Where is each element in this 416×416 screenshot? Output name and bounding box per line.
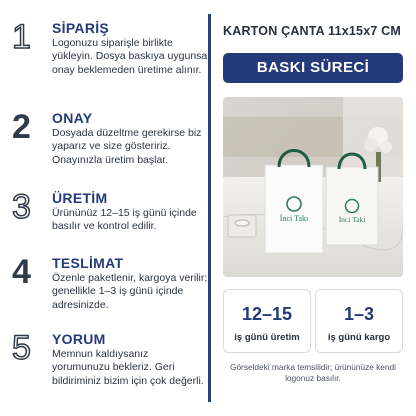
step-text: Ürününüz 12–15 iş günü içinde basılır ve kontrol edilir. [52, 207, 197, 233]
step-text: Özenle paketlenir, kargoya verilir; genellikle 1–3 iş günü içinde adresinizde. [52, 272, 208, 311]
step-text: Logonuzu siparişle birlikte yükleyin. Dosya baskıya uygunsa onay beklemeden üretime alınır. [52, 37, 208, 76]
step-title: TESLİMAT [52, 255, 124, 271]
footnote: Görseldeki marka temsilidir; ürününüze kendi logonuz basılır. [229, 362, 396, 383]
step-number: 3 [12, 188, 31, 226]
step-number: 5 [12, 329, 31, 367]
step-number: 2 [12, 108, 31, 146]
bag-brand-text: İnci Takı [279, 214, 309, 223]
shopping-bags-illustration [223, 97, 403, 277]
stat-value: 12–15 [241, 304, 293, 324]
bag-brand-text: İnci Takı [338, 215, 366, 224]
step-title: ÜRETİM [52, 190, 108, 206]
step-title: ONAY [52, 110, 93, 126]
step-text: Dosyada düzeltme gerekirse biz yaparız ve size gösteririz. Onayınızla üretim başlar. [52, 127, 202, 166]
product-panel [214, 0, 416, 416]
stat-value: 1–3 [343, 304, 375, 324]
step-number: 1 [12, 18, 31, 56]
step-number: 4 [12, 253, 31, 291]
stat-label: iş günü üretim [234, 332, 300, 343]
shipping-time-card [315, 289, 403, 353]
process-steps [0, 0, 206, 416]
product-photo [223, 97, 403, 277]
step-title: SİPARİŞ [52, 20, 110, 36]
product-title: KARTON ÇANTA 11x15x7 CM [222, 24, 402, 38]
step-text: Memnun kaldıysanız yorumunuzu bekleriz. Geri bildiriminiz bizim için çok değerli. [52, 348, 204, 387]
step-title: YORUM [52, 331, 106, 347]
process-banner: BASKI SÜRECİ [223, 53, 403, 83]
stat-label: iş günü kargo [327, 332, 391, 343]
vertical-divider [208, 14, 211, 402]
production-time-card [223, 289, 311, 353]
